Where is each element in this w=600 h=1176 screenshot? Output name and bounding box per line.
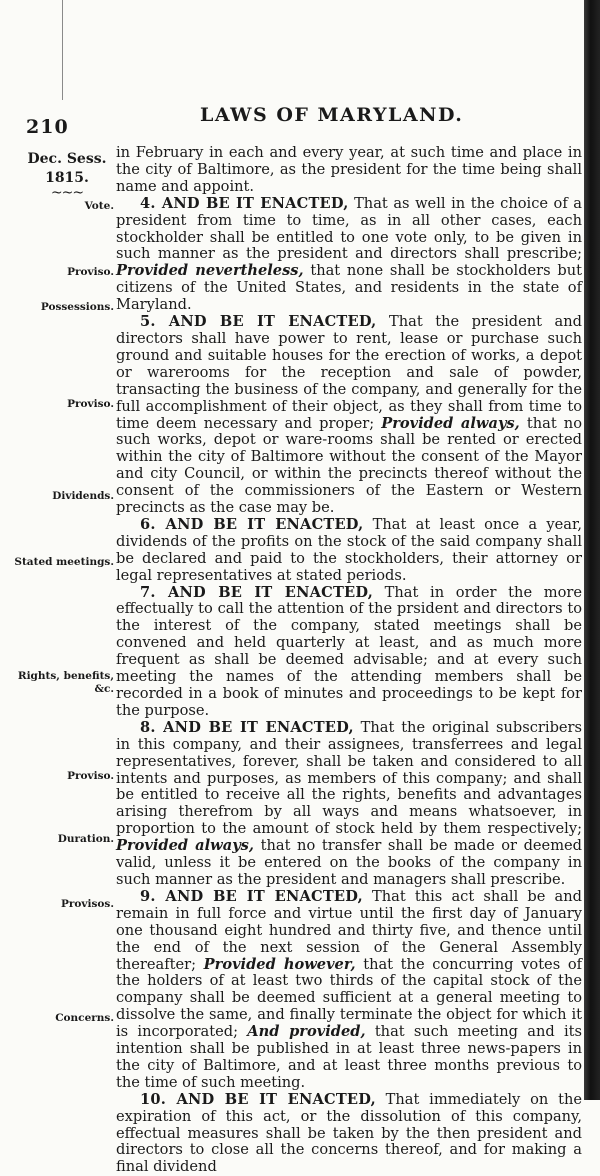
section-9 [116, 889, 582, 1092]
section-5-proviso: Provided always, [381, 414, 520, 432]
section-9-proviso-a: Provided however, [203, 955, 356, 973]
margin-note-provisos: Provisos. [60, 898, 114, 910]
page-binding-edge [584, 0, 600, 1100]
section-6-text: That at least once a year, dividends of the profits on the stock of the said company shall be declared and paid to the stockholders, their attorney or legal representatives at stated periods. [116, 515, 582, 584]
section-7-text: That in order the more effectually to call the attention of the prsident and directors to the interest of the company, stated meetings shall be convened and held quarterly at least, and as much more frequent as shall be deemed advisable; and at every such meeting the names of the attending members shall be recorded in a book of minutes and proceedings to be kept for the purpose. [116, 583, 582, 719]
section-5-head: 5. AND BE IT ENACTED, [140, 313, 377, 331]
body-text [116, 145, 582, 1176]
margin-note-stated-meetings: Stated meetings. [14, 556, 114, 568]
margin-note-possessions: Possessions. [40, 301, 114, 313]
page-number: 210 [26, 116, 69, 138]
running-head: LAWS OF MARYLAND. [200, 104, 464, 126]
gutter-mark [62, 0, 63, 100]
session-label: Dec. Sess. [27, 151, 107, 167]
section-8-proviso: Provided always, [116, 837, 254, 855]
section-4-text-b: that none shall be stockholders but citizens of the United States, and residents in the state of Maryland. [116, 262, 582, 314]
section-10 [116, 1092, 582, 1176]
section-4-text-a: That as well in the choice of a president from time to time, as in all other cases, each stockholder shall be entitled to one vote only, to be given in such manner as the president and directors shall prescribe; [116, 194, 583, 263]
section-5 [116, 314, 582, 517]
section-6 [116, 517, 582, 585]
section-10-head: 10. AND BE IT ENACTED, [140, 1090, 376, 1108]
section-9-text-b: that the concurring votes of the holders of at least two thirds of the capital stock of the company shall be deemed sufficient at a general meeting to dissolve the same, and finally terminate the object for which it is incorporated; [116, 955, 583, 1041]
margin-note-concerns: Concerns. [55, 1012, 114, 1024]
margin-note-proviso-2: Proviso. [67, 398, 114, 410]
section-9-text-a: That this act shall be and remain in full force and virtue until the first day of January one thousand eight hundred and thirty five, and thence until the end of the next session of the General Assembly thereafter; [116, 887, 582, 973]
section-8 [116, 720, 582, 889]
margin-note-duration: Duration. [57, 833, 114, 845]
section-9-text-c: that such meeting and its intention shall be published in at least three news-papers in the city of Baltimore, and at least three months previous to the time of such meeting. [116, 1023, 582, 1091]
margin-note-proviso-3: Proviso. [67, 770, 114, 782]
section-9-proviso-b: And provided, [247, 1023, 366, 1041]
margin-note-proviso-1: Proviso. [67, 266, 114, 278]
section-5-text-a: That the president and directors shall have power to rent, lease or purchase such ground and suitable houses for the erection of works, a depot or warerooms for the reception and sale of powder, transacting the business of the company, and generally for the full accomplishment of their object, as they shall from time to time deem necessary and proper; [116, 313, 583, 432]
margin-note-dividends: Dividends. [52, 490, 114, 502]
section-8-text-b: that no transfer shall be made or deemed valid, unless it be entered on the books of the company in such manner as the president and managers shall prescribe. [116, 837, 583, 888]
section-7 [116, 585, 582, 720]
section-4-head: 4. AND BE IT ENACTED, [140, 194, 349, 212]
session-year: 1815. [45, 170, 89, 186]
margin-note-vote: Vote. [84, 200, 114, 212]
brace-ornament-icon: ~~~ [50, 185, 84, 201]
section-3-tail: in February in each and every year, at such time and place in the city of Baltimore, as the president for the time being shall name and appoint. [116, 144, 582, 195]
section-8-text-a: That the original subscribers in this company, and their assignees, transferrees and legal representatives, forever, shall be taken and considered to all intents and purposes, as members of this company; and shall be entitled to receive all the rights, benefits and advantages arising therefrom by all ways and means whatsoever, in proportion to the amount of stock held by them respectively; [116, 718, 583, 838]
section-9-head: 9. AND BE IT ENACTED, [140, 887, 363, 905]
section-6-head: 6. AND BE IT ENACTED, [140, 515, 364, 533]
section-10-text: That immediately on the expiration of this act, or the dissolution of this company, effectual measures shall be taken by the then president and directors to close all the concerns thereof, and for making a final dividend [116, 1090, 582, 1176]
session-note [24, 150, 110, 201]
section-4 [116, 196, 582, 314]
section-8-head: 8. AND BE IT ENACTED, [140, 718, 354, 736]
section-5-text-b: that no such works, depot or ware-rooms shall be rented or erected within the city of Baltimore without the consent of the Mayor and city Council, or within the precincts thereof without the consent of the commissioners of the Eastern or Western precincts as the case may be. [116, 414, 582, 517]
margin-note-rights: Rights, benefits, &c. [17, 670, 114, 695]
section-7-head: 7. AND BE IT ENACTED, [140, 583, 373, 601]
section-4-proviso: Provided nevertheless, [116, 262, 304, 280]
